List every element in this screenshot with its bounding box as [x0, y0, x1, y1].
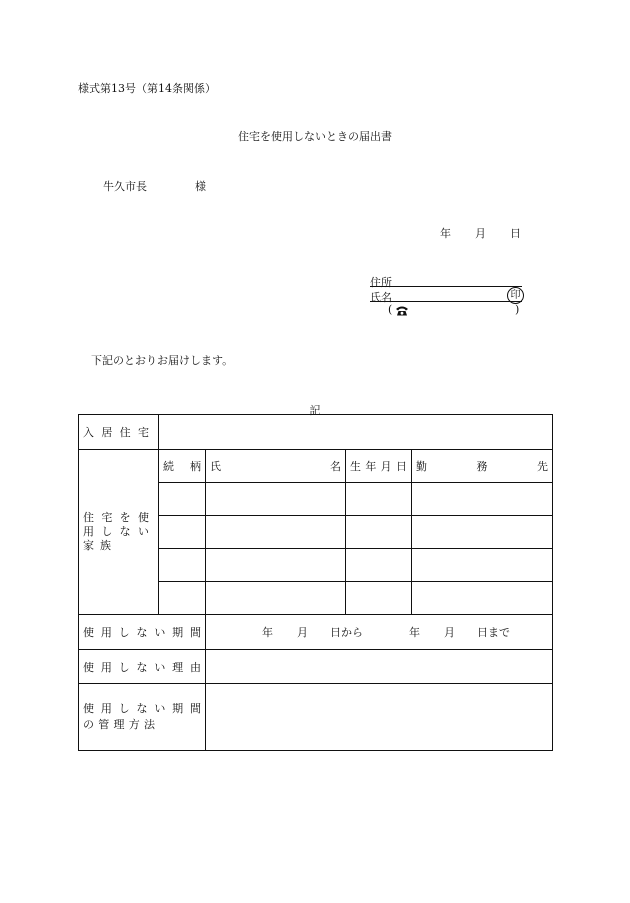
name-line[interactable] [370, 301, 522, 302]
name-cell[interactable] [206, 516, 346, 549]
name-cell[interactable] [206, 549, 346, 582]
name-cell[interactable] [206, 483, 346, 516]
period-from-month: 月 [297, 626, 308, 639]
addressee-honorific: 様 [195, 180, 206, 193]
name-label: 氏名 [370, 291, 392, 304]
period-to-month: 月 [444, 626, 455, 639]
reason-field[interactable] [206, 650, 553, 684]
birthdate-header: 生 年 月 日 [346, 450, 412, 483]
period-field[interactable] [206, 615, 553, 650]
address-line[interactable] [370, 286, 522, 287]
relation-cell[interactable] [159, 516, 206, 549]
name-cell[interactable] [206, 582, 346, 615]
seal-mark: 印 [507, 287, 524, 304]
notification-table [78, 414, 553, 751]
address-label: 住所 [370, 276, 392, 289]
tel-paren-open: ( [388, 303, 393, 316]
tel-paren-close: ) [515, 303, 520, 316]
relation-cell[interactable] [159, 483, 206, 516]
management-label: 使 用 し な い 期 間 の 管 理 方 法 [79, 684, 206, 751]
period-to-day: 日まで [477, 626, 510, 639]
date-day: 日 [510, 227, 521, 240]
birthdate-cell[interactable] [346, 549, 412, 582]
residence-label: 入 居 住 宅 [79, 415, 159, 450]
name-header: 氏 名 [206, 450, 346, 483]
birthdate-cell[interactable] [346, 582, 412, 615]
workplace-cell[interactable] [412, 549, 553, 582]
period-from-year: 年 [262, 626, 273, 639]
period-to-year: 年 [409, 626, 420, 639]
workplace-cell[interactable] [412, 483, 553, 516]
period-label: 使 用 し な い 期 間 [79, 615, 206, 650]
date-field[interactable] [440, 225, 521, 241]
workplace-header: 勤 務 先 [412, 450, 553, 483]
workplace-cell[interactable] [412, 516, 553, 549]
telephone-icon [395, 305, 409, 316]
date-year: 年 [440, 227, 451, 240]
addressee-name: 牛久市長 [103, 180, 147, 193]
period-from-day: 日から [330, 626, 363, 639]
document-title: 住宅を使用しないときの届出書 [238, 130, 392, 143]
family-label: 住 宅 を 使 用 し な い 家 族 [79, 450, 159, 615]
relation-cell[interactable] [159, 549, 206, 582]
birthdate-cell[interactable] [346, 483, 412, 516]
reason-label: 使 用 し な い 理 由 [79, 650, 206, 684]
workplace-cell[interactable] [412, 582, 553, 615]
relation-header: 続 柄 [159, 450, 206, 483]
intro-text: 下記のとおりお届けします。 [91, 354, 234, 367]
residence-field[interactable] [159, 415, 553, 450]
form-number: 様式第13号（第14条関係） [78, 82, 216, 95]
addressee [103, 178, 206, 194]
birthdate-cell[interactable] [346, 516, 412, 549]
relation-cell[interactable] [159, 582, 206, 615]
management-field[interactable] [206, 684, 553, 751]
ki-heading: 記 [309, 404, 321, 417]
date-month: 月 [475, 227, 486, 240]
